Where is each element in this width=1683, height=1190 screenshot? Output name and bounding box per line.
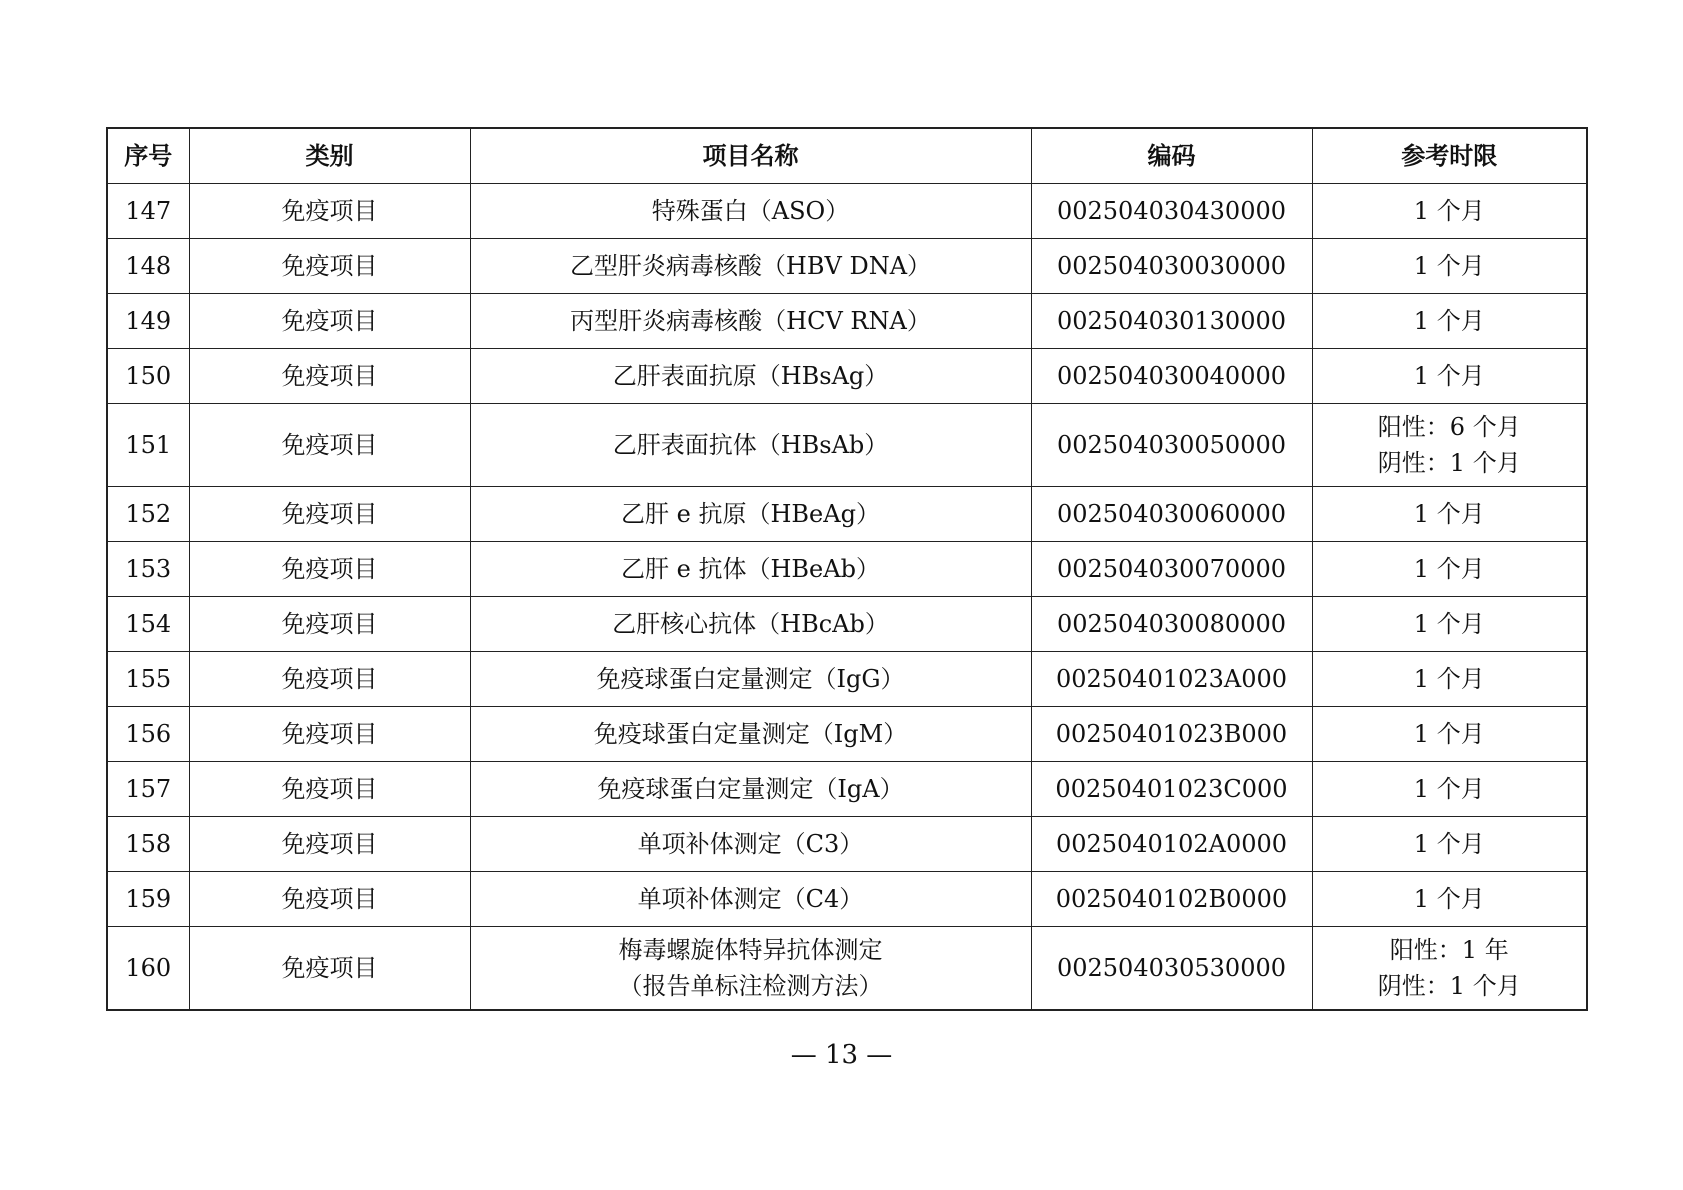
header-category: 类别 (189, 128, 470, 184)
table-row (107, 239, 1587, 294)
header-serial-number: 序号 (107, 128, 189, 184)
cell-reference-period (1312, 184, 1587, 239)
cell-reference-period (1312, 349, 1587, 404)
cell-code: 0025040102A0000 (1031, 817, 1312, 872)
cell-reference-period-line: 1 个月 (1413, 830, 1485, 858)
cell-category: 免疫项目 (189, 349, 470, 404)
table-row (107, 927, 1587, 1011)
cell-item-name-line: 乙肝 e 抗体（HBeAb） (621, 555, 880, 583)
cell-reference-period (1312, 707, 1587, 762)
cell-serial-number: 148 (107, 239, 189, 294)
cell-item-name (470, 184, 1031, 239)
cell-code: 002504030030000 (1031, 239, 1312, 294)
header-code: 编码 (1031, 128, 1312, 184)
cell-category: 免疫项目 (189, 542, 470, 597)
cell-item-name (470, 487, 1031, 542)
cell-code: 002504030050000 (1031, 404, 1312, 487)
cell-item-name-line: 乙肝核心抗体（HBcAb） (612, 610, 889, 638)
cell-reference-period-line: 1 个月 (1413, 775, 1485, 803)
cell-serial-number: 158 (107, 817, 189, 872)
cell-item-name-line: 免疫球蛋白定量测定（IgG） (596, 665, 905, 693)
cell-item-name-line: （报告单标注检测方法） (618, 972, 883, 1000)
cell-item-name (470, 707, 1031, 762)
cell-category: 免疫项目 (189, 597, 470, 652)
cell-item-name (470, 927, 1031, 1011)
cell-item-name (470, 597, 1031, 652)
table-row (107, 652, 1587, 707)
table-row (107, 542, 1587, 597)
cell-reference-period (1312, 652, 1587, 707)
cell-reference-period (1312, 542, 1587, 597)
cell-serial-number: 153 (107, 542, 189, 597)
cell-code: 00250401023B000 (1031, 707, 1312, 762)
cell-code: 00250401023C000 (1031, 762, 1312, 817)
cell-reference-period-line: 1 个月 (1413, 665, 1485, 693)
cell-category: 免疫项目 (189, 404, 470, 487)
cell-item-name (470, 652, 1031, 707)
cell-item-name-line: 免疫球蛋白定量测定（IgA） (597, 775, 904, 803)
cell-reference-period (1312, 294, 1587, 349)
cell-item-name (470, 542, 1031, 597)
table-row (107, 597, 1587, 652)
cell-item-name-line: 梅毒螺旋体特异抗体测定 (618, 936, 883, 964)
table-row (107, 184, 1587, 239)
cell-serial-number: 150 (107, 349, 189, 404)
cell-item-name-line: 丙型肝炎病毒核酸（HCV RNA） (570, 307, 931, 335)
table-row (107, 762, 1587, 817)
cell-serial-number: 160 (107, 927, 189, 1011)
cell-category: 免疫项目 (189, 487, 470, 542)
cell-code: 002504030040000 (1031, 349, 1312, 404)
cell-serial-number: 152 (107, 487, 189, 542)
table-header-row (107, 128, 1587, 184)
cell-item-name (470, 817, 1031, 872)
cell-reference-period-line: 1 个月 (1413, 610, 1485, 638)
table-row (107, 872, 1587, 927)
page-number: — 13 — (790, 1040, 893, 1070)
cell-item-name-line: 乙肝表面抗体（HBsAb） (612, 431, 889, 459)
cell-serial-number: 155 (107, 652, 189, 707)
cell-code: 002504030130000 (1031, 294, 1312, 349)
cell-reference-period-line: 1 个月 (1413, 252, 1485, 280)
cell-serial-number: 149 (107, 294, 189, 349)
cell-category: 免疫项目 (189, 652, 470, 707)
cell-code: 00250401023A000 (1031, 652, 1312, 707)
cell-reference-period-line: 1 个月 (1413, 555, 1485, 583)
cell-item-name (470, 239, 1031, 294)
cell-category: 免疫项目 (189, 239, 470, 294)
cell-item-name-line: 免疫球蛋白定量测定（IgM） (593, 720, 908, 748)
cell-category: 免疫项目 (189, 184, 470, 239)
cell-reference-period-line: 1 个月 (1413, 500, 1485, 528)
cell-reference-period (1312, 404, 1587, 487)
cell-reference-period-line: 阳性：6 个月 (1377, 413, 1521, 441)
cell-item-name (470, 762, 1031, 817)
cell-category: 免疫项目 (189, 927, 470, 1011)
table-row (107, 817, 1587, 872)
cell-item-name-line: 特殊蛋白（ASO） (651, 197, 850, 225)
cell-code: 002504030080000 (1031, 597, 1312, 652)
cell-serial-number: 159 (107, 872, 189, 927)
cell-reference-period (1312, 817, 1587, 872)
cell-reference-period-line: 阴性：1 个月 (1377, 972, 1521, 1000)
cell-reference-period-line: 阳性：1 年 (1389, 936, 1509, 964)
cell-reference-period (1312, 487, 1587, 542)
cell-reference-period-line: 阴性：1 个月 (1377, 449, 1521, 477)
cell-code: 002504030060000 (1031, 487, 1312, 542)
table-row (107, 294, 1587, 349)
cell-category: 免疫项目 (189, 872, 470, 927)
cell-item-name (470, 872, 1031, 927)
cell-reference-period (1312, 927, 1587, 1011)
cell-reference-period-line: 1 个月 (1413, 720, 1485, 748)
table-row (107, 404, 1587, 487)
cell-code: 0025040102B0000 (1031, 872, 1312, 927)
cell-item-name-line: 单项补体测定（C4） (637, 885, 864, 913)
cell-reference-period (1312, 597, 1587, 652)
table-row (107, 349, 1587, 404)
cell-serial-number: 157 (107, 762, 189, 817)
cell-category: 免疫项目 (189, 817, 470, 872)
cell-reference-period (1312, 762, 1587, 817)
cell-code: 002504030070000 (1031, 542, 1312, 597)
cell-item-name-line: 单项补体测定（C3） (637, 830, 864, 858)
cell-item-name-line: 乙肝表面抗原（HBsAg） (612, 362, 889, 390)
table-row (107, 487, 1587, 542)
cell-item-name (470, 294, 1031, 349)
cell-serial-number: 147 (107, 184, 189, 239)
cell-reference-period (1312, 239, 1587, 294)
cell-reference-period-line: 1 个月 (1413, 885, 1485, 913)
item-table (106, 127, 1588, 1011)
cell-serial-number: 151 (107, 404, 189, 487)
cell-reference-period-line: 1 个月 (1413, 197, 1485, 225)
cell-item-name (470, 404, 1031, 487)
cell-reference-period-line: 1 个月 (1413, 307, 1485, 335)
cell-item-name-line: 乙肝 e 抗原（HBeAg） (621, 500, 880, 528)
cell-category: 免疫项目 (189, 707, 470, 762)
cell-serial-number: 156 (107, 707, 189, 762)
cell-item-name (470, 349, 1031, 404)
table-body (107, 184, 1587, 1011)
header-reference-period: 参考时限 (1312, 128, 1587, 184)
cell-category: 免疫项目 (189, 294, 470, 349)
cell-serial-number: 154 (107, 597, 189, 652)
cell-reference-period-line: 1 个月 (1413, 362, 1485, 390)
header-item-name: 项目名称 (470, 128, 1031, 184)
cell-item-name-line: 乙型肝炎病毒核酸（HBV DNA） (569, 252, 932, 280)
cell-code: 002504030430000 (1031, 184, 1312, 239)
cell-code: 002504030530000 (1031, 927, 1312, 1011)
cell-reference-period (1312, 872, 1587, 927)
table-row (107, 707, 1587, 762)
cell-category: 免疫项目 (189, 762, 470, 817)
